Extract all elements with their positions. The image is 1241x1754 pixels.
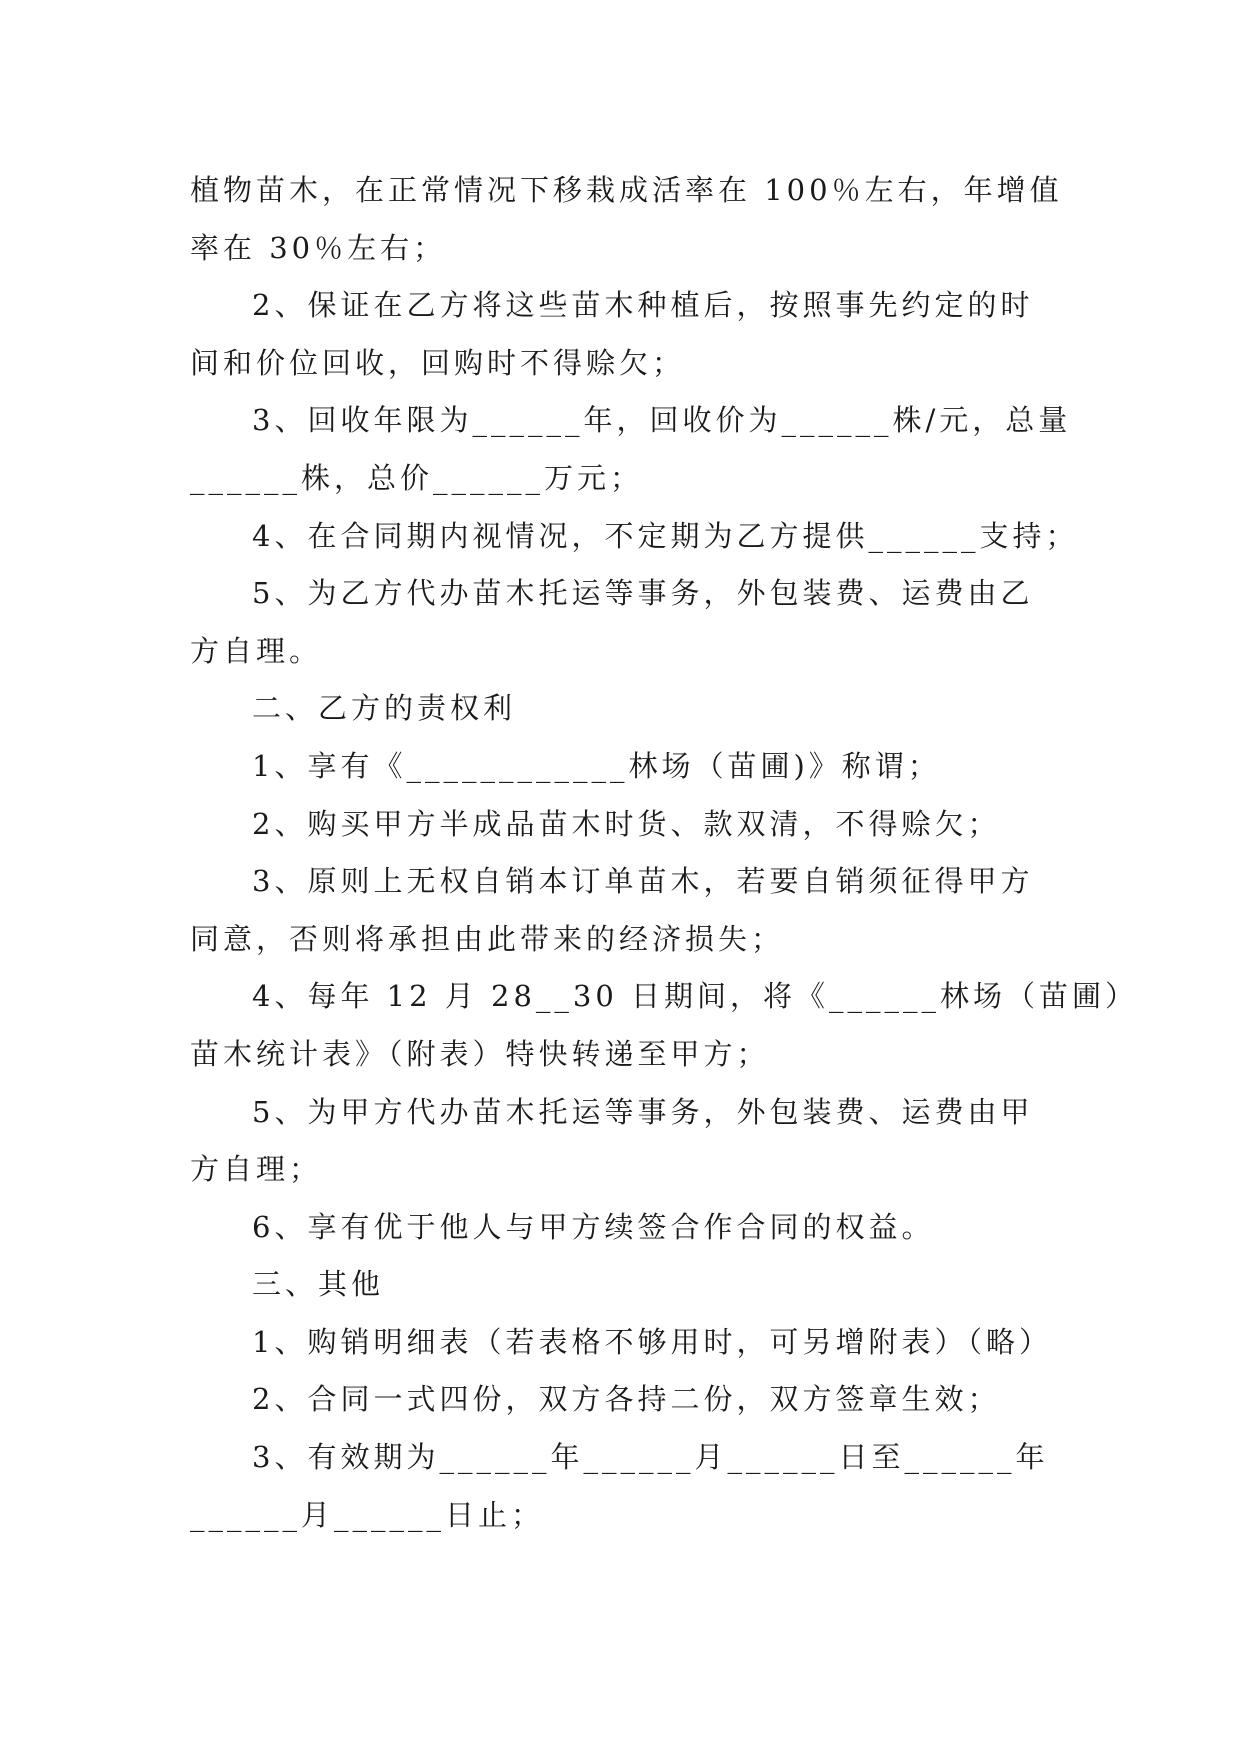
document-body: [190, 162, 1139, 1544]
section-heading: 三、其他: [252, 1267, 385, 1302]
text-line: 苗木统计表》（附表）特快转递至甲方；: [190, 1036, 770, 1071]
clause-item: 3、有效期为______年______月______日至______年: [252, 1440, 1049, 1475]
clause-item: 5、为乙方代办苗木托运等事务，外包装费、运费由乙: [252, 576, 1034, 611]
clause-item: 1、享有《____________林场（苗圃)》称谓；: [252, 748, 941, 783]
text-line: 方自理；: [190, 1152, 323, 1187]
clause-item: 4、每年 12 月 28__30 日期间，将《______林场（苗圃）: [252, 979, 1139, 1014]
clause-item: 2、保证在乙方将这些苗木种植后，按照事先约定的时: [252, 288, 1034, 323]
section-heading: 二、乙方的责权利: [252, 691, 517, 726]
clause-item: 3、原则上无权自销本订单苗木，若要自销须征得甲方: [252, 864, 1034, 899]
text-line: ______株，总价______万元；: [190, 460, 644, 495]
text-line: 植物苗木，在正常情况下移栽成活率在 100％左右，年增值: [190, 173, 1063, 207]
text-line: 方自理。: [190, 633, 323, 668]
clause-item: 2、购买甲方半成品苗木时货、款双清，不得赊欠；: [252, 806, 1001, 841]
text-line: 间和价位回收，回购时不得赊欠；: [190, 345, 686, 380]
clause-item: 6、享有优于他人与甲方续签合作合同的权益。: [252, 1209, 935, 1244]
clause-item: 5、为甲方代办苗木托运等事务，外包装费、运费由甲: [252, 1094, 1034, 1129]
clause-item: 3、回收年限为______年，回收价为______株/元，总量: [252, 403, 1072, 438]
clause-item: 2、合同一式四份，双方各持二份，双方签章生效；: [252, 1382, 1001, 1417]
clause-item: 1、购销明细表（若表格不够用时，可另增附表）（略）: [252, 1324, 1052, 1359]
clause-item: 4、在合同期内视情况，不定期为乙方提供______支持；: [252, 518, 1079, 553]
text-line: 率在 30％左右；: [190, 230, 447, 265]
text-line: 同意，否则将承担由此带来的经济损失；: [190, 921, 785, 956]
text-line: ______月______日止；: [190, 1497, 545, 1532]
